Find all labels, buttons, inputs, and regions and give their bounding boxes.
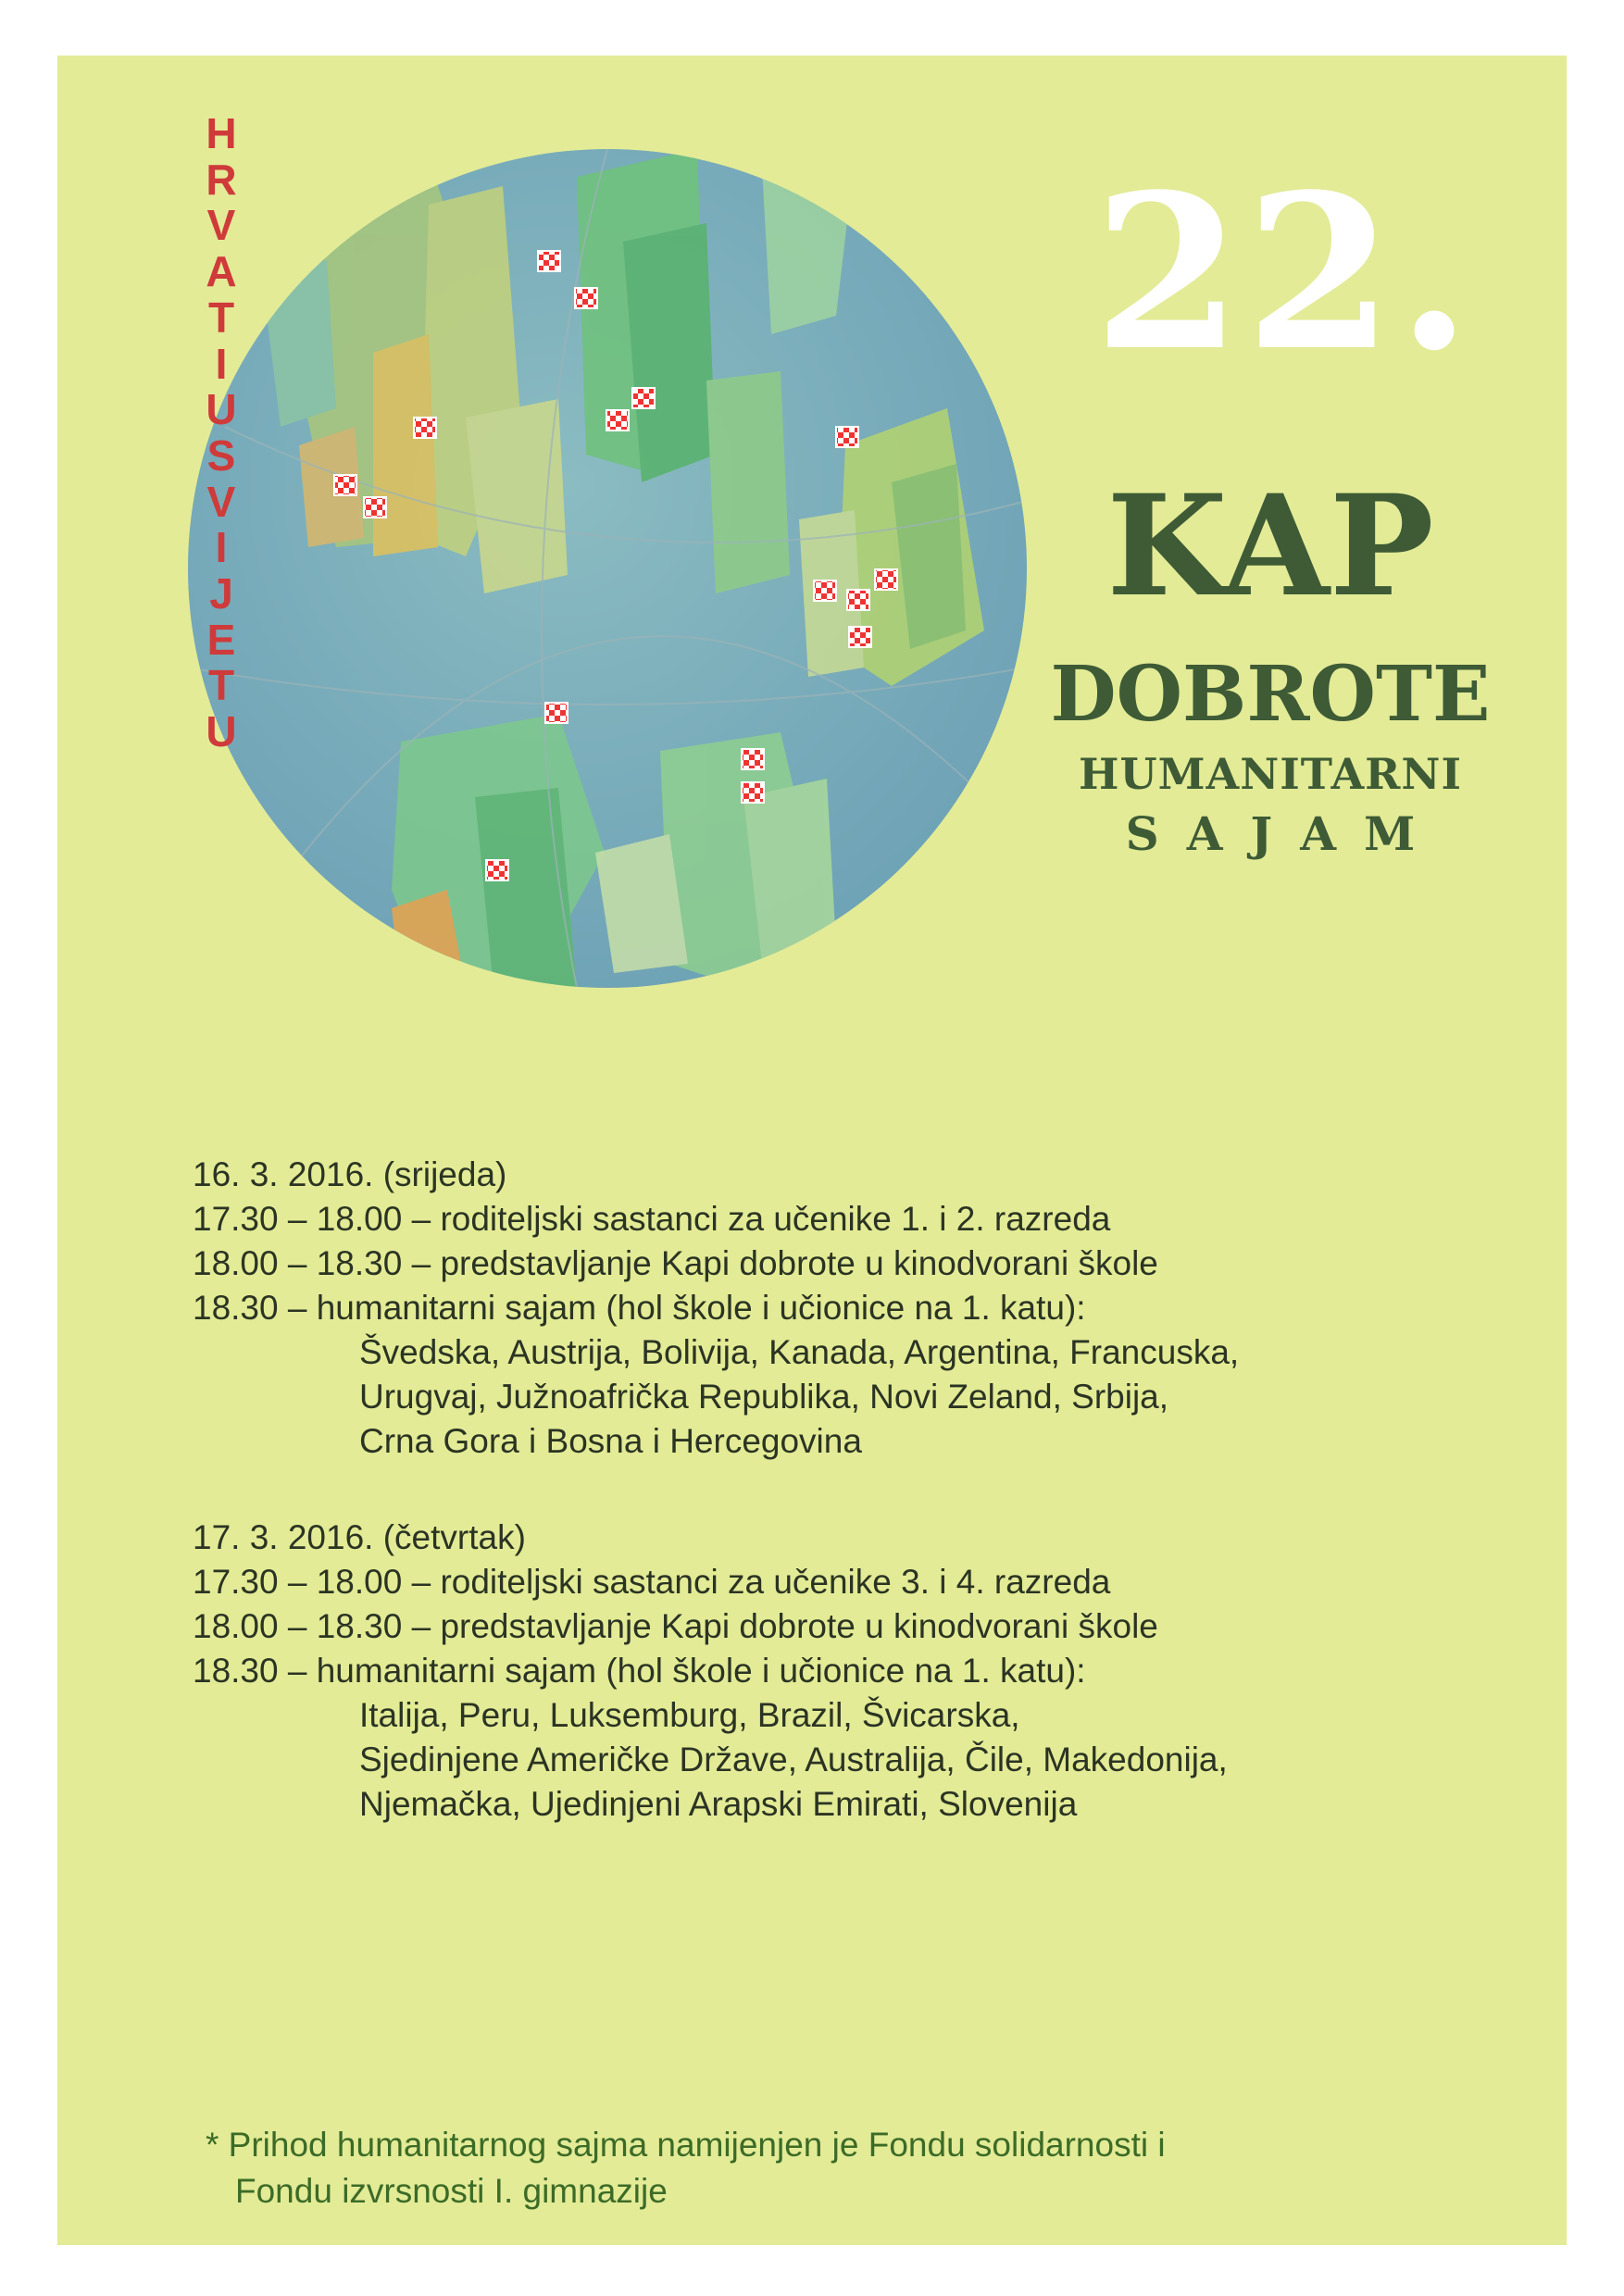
vertical-letter: H bbox=[206, 109, 237, 157]
day2-countries: Sjedinjene Američke Države, Australija, Čile, Makedonija, bbox=[359, 1741, 1228, 1778]
day1-countries: Urugvaj, Južnoafrička Republika, Novi Zeland, Srbija, bbox=[359, 1378, 1169, 1416]
day1-date: 16. 3. 2016. (srijeda) bbox=[193, 1155, 507, 1193]
poster bbox=[57, 56, 1567, 2245]
day1-item: 18.30 – humanitarni sajam (hol škole i učionice na 1. katu): bbox=[193, 1289, 1086, 1327]
vertical-letter: T bbox=[207, 293, 235, 342]
subtitle-line-2: SAJAM bbox=[1125, 806, 1443, 861]
vertical-letter: V bbox=[206, 477, 236, 526]
vertical-letter: T bbox=[207, 661, 235, 710]
vertical-letter: E bbox=[206, 615, 236, 664]
day2-date: 17. 3. 2016. (četvrtak) bbox=[193, 1518, 526, 1556]
day1-countries: Švedska, Austrija, Bolivija, Kanada, Argentina, Francuska, bbox=[359, 1333, 1240, 1371]
footnote-line: Fondu izvrsnosti I. gimnazije bbox=[235, 2172, 668, 2210]
footnote-line: * Prihod humanitarnog sajma namijenjen je Fondu solidarnosti i bbox=[206, 2126, 1166, 2164]
day1-item: 17.30 – 18.00 – roditeljski sastanci za učenike 1. i 2. razreda bbox=[193, 1200, 1111, 1238]
vertical-letter: S bbox=[206, 430, 236, 480]
title-main: KAP bbox=[1106, 465, 1434, 628]
day2-countries: Njemačka, Ujedinjeni Arapski Emirati, Slovenija bbox=[359, 1785, 1078, 1823]
vertical-letter: I bbox=[215, 523, 228, 572]
day2-item: 18.00 – 18.30 – predstavljanje Kapi dobrote u kinodvorani škole bbox=[193, 1607, 1158, 1645]
vertical-letter: U bbox=[206, 707, 237, 756]
vertical-letter: U bbox=[206, 385, 237, 434]
vertical-letter: A bbox=[206, 247, 237, 296]
vertical-letter: R bbox=[206, 155, 237, 204]
day1-item: 18.00 – 18.30 – predstavljanje Kapi dobrote u kinodvorani škole bbox=[193, 1244, 1158, 1282]
globe-illustration bbox=[188, 149, 1027, 988]
day2-item: 18.30 – humanitarni sajam (hol škole i učionice na 1. katu): bbox=[193, 1652, 1086, 1690]
schedule bbox=[193, 1153, 1544, 1827]
vertical-letter: I bbox=[215, 339, 228, 388]
title-second: DOBROTE bbox=[1050, 650, 1491, 739]
edition-number: 22. bbox=[1093, 148, 1476, 398]
subtitle-line-1: HUMANITARNI bbox=[1079, 749, 1462, 799]
vertical-letter: V bbox=[206, 201, 236, 250]
section-spacer bbox=[193, 1464, 1544, 1516]
day2-item: 17.30 – 18.00 – roditeljski sastanci za učenike 3. i 4. razreda bbox=[193, 1563, 1111, 1601]
vertical-letter: J bbox=[209, 569, 233, 618]
day2-countries: Italija, Peru, Luksemburg, Brazil, Švicarska, bbox=[359, 1696, 1020, 1734]
footnote bbox=[206, 2122, 1530, 2215]
vertical-title bbox=[176, 111, 267, 755]
day1-countries: Crna Gora i Bosna i Hercegovina bbox=[359, 1422, 862, 1460]
